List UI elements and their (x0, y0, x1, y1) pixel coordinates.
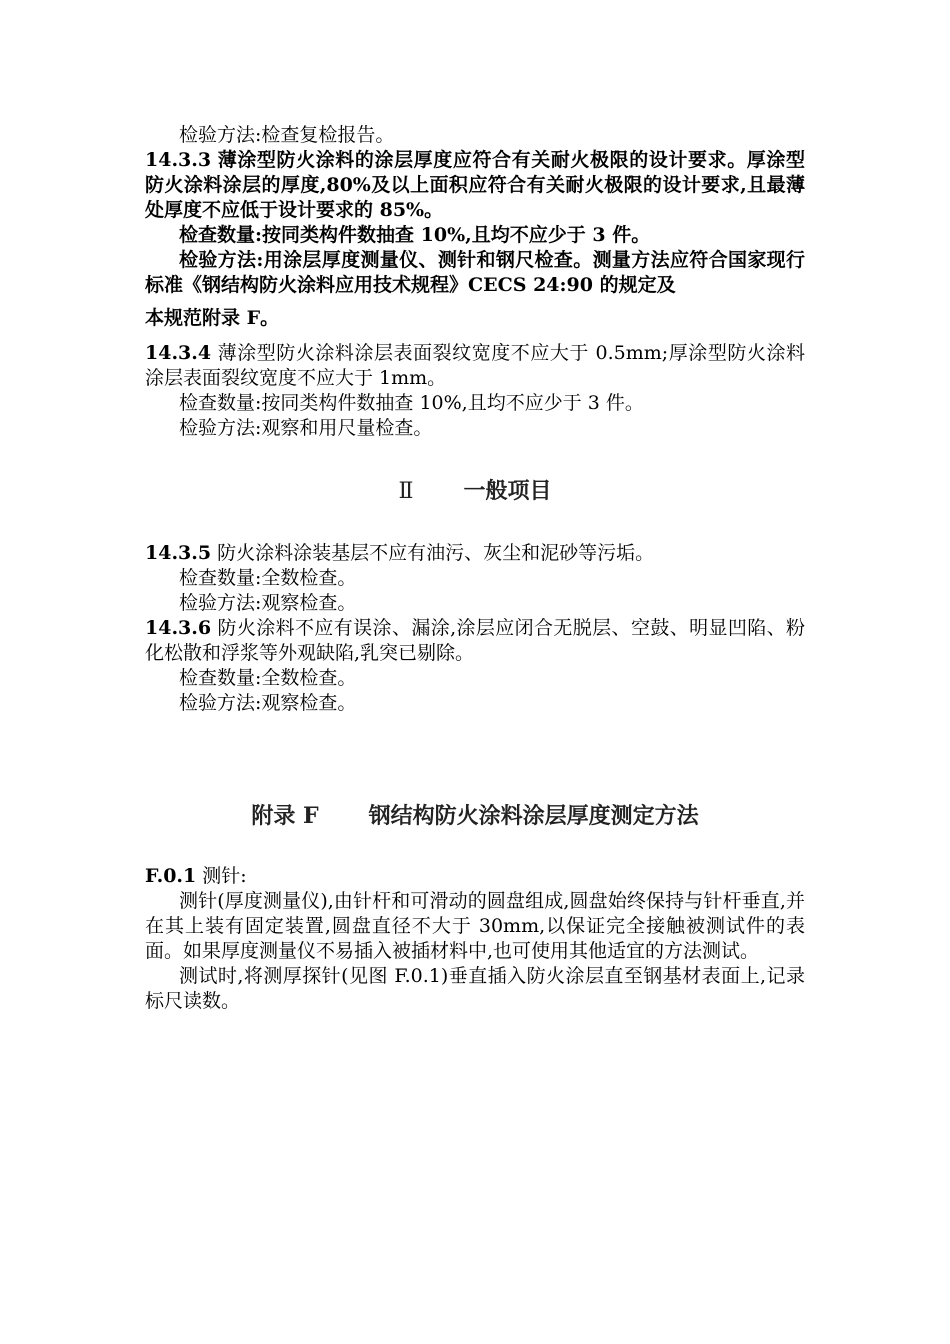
heading-roman-numeral: Ⅱ (398, 479, 414, 504)
clause-14-3-6-method: 检验方法:观察检查。 (179, 692, 357, 714)
clause-14-3-5-quantity: 检查数量:全数检查。 (179, 567, 357, 589)
clause-14-3-5-method: 检验方法:观察检查。 (179, 592, 357, 614)
clause-14-3-3 (145, 148, 805, 223)
clause-14-3-4 (145, 341, 805, 391)
clause-number: 14.3.6 (145, 617, 212, 639)
clause-14-3-3-method-end: 本规范附录 F。 (145, 307, 280, 329)
clause-14-3-6 (145, 616, 805, 666)
appendix-label: 附录 F (251, 803, 319, 829)
document-page (145, 0, 805, 1014)
clause-f-0-1-para-2: 测试时,将测厚探针(见图 F.0.1)垂直插入防火涂层直至钢基材表面上,记录标尺读数。 (145, 965, 805, 1012)
clause-14-3-4-quantity: 检查数量:按同类构件数抽查 10%,且均不应少于 3 件。 (179, 392, 644, 414)
clause-number: 14.3.3 (145, 149, 212, 171)
prev-method-line: 检验方法:检查复检报告。 (179, 124, 395, 146)
heading-title: 一般项目 (463, 478, 552, 504)
clause-14-3-6-quantity: 检查数量:全数检查。 (179, 667, 357, 689)
clause-f-0-1-para-1: 测针(厚度测量仪),由针杆和可滑动的圆盘组成,圆盘始终保持与针杆垂直,并在其上装有固定装置,圆盘直径不大于 30mm,以保证完全接触被测试件的表面。如果厚度测量仪不易插入被插材料中,也可使用其他适宜的方法测试。 (145, 890, 805, 962)
clause-text: 薄涂型防火涂料涂层表面裂纹宽度不应大于 0.5mm;厚涂型防火涂料涂层表面裂纹宽度不应大于 1mm。 (145, 342, 805, 389)
clause-text: 防火涂料涂装基层不应有油污、灰尘和泥砂等污垢。 (217, 542, 655, 564)
clause-number: F.0.1 (145, 865, 197, 887)
clause-number: 14.3.4 (145, 342, 212, 364)
clause-14-3-4-method: 检验方法:观察和用尺量检查。 (179, 417, 433, 439)
general-items-heading (145, 474, 805, 505)
clause-14-3-5 (145, 541, 805, 566)
clause-14-3-3-quantity: 检查数量:按同类构件数抽查 10%,且均不应少于 3 件。 (179, 224, 651, 246)
clause-text: 防火涂料不应有误涂、漏涂,涂层应闭合无脱层、空鼓、明显凹陷、粉化松散和浮浆等外观缺陷,乳突已剔除。 (145, 617, 805, 664)
clause-text: 薄涂型防火涂料的涂层厚度应符合有关耐火极限的设计要求。厚涂型防火涂料涂层的厚度,80%及以上面积应符合有关耐火极限的设计要求,且最薄处厚度不应低于设计要求的 85%。 (145, 149, 805, 221)
clause-text: 测针: (202, 865, 247, 887)
clause-14-3-3-method: 检验方法:用涂层厚度测量仪、测针和钢尺检查。测量方法应符合国家现行标准《钢结构防火涂料应用技术规程》CECS 24:90 的规定及 (145, 249, 805, 296)
clause-f-0-1 (145, 864, 805, 889)
appendix-f-heading (145, 799, 805, 830)
appendix-title: 钢结构防火涂料涂层厚度测定方法 (368, 803, 699, 829)
clause-number: 14.3.5 (145, 542, 212, 564)
